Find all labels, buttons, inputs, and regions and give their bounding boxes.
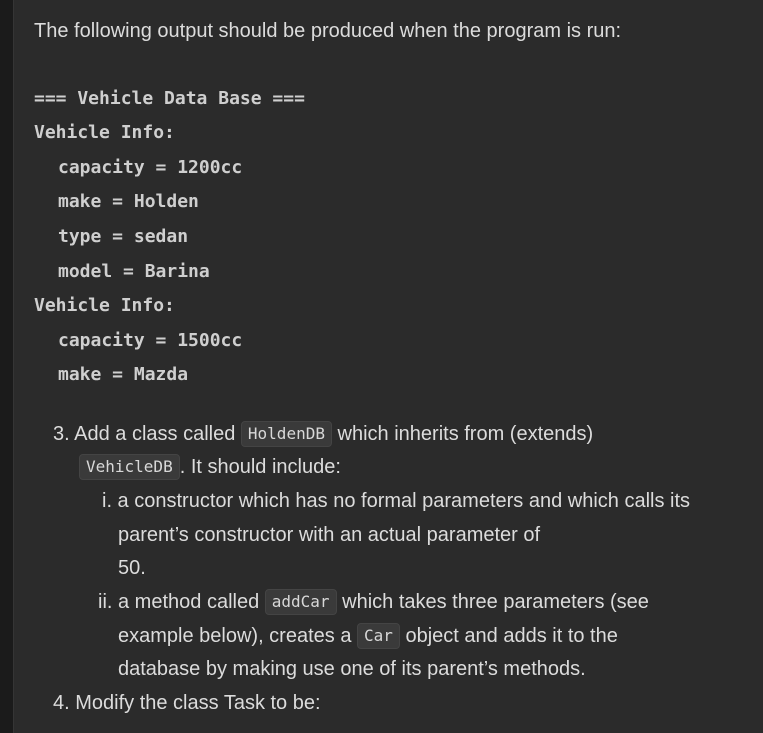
output-line: Vehicle Info: [34,295,175,316]
output-line: === Vehicle Data Base === [34,88,305,109]
step-3-i-line1: i. a constructor which has no formal parameters and which calls its [102,490,691,512]
step-3-text: . It should include: [179,456,341,478]
step-3-i-line3: 50. [118,557,146,579]
content-card [13,0,763,733]
code-addcar: addCar [265,589,337,615]
step-3-ii-line2 [118,623,618,649]
step-3-text: 3. Add a class called [53,423,236,445]
step-3-ii-line1 [98,589,649,615]
output-line: capacity = 1200cc [58,157,243,178]
code-vehicledb: VehicleDB [79,454,180,480]
output-line: make = Holden [58,191,199,212]
code-holdendb: HoldenDB [241,421,332,447]
intro-text: The following output should be produced when the program is run: [34,20,622,42]
step-3-ii-text: ii. a method called [98,591,260,613]
step-3-ii-text: object and adds it to the [405,625,618,647]
step-3-ii-text: example below), creates a [118,625,352,647]
step-4-line: 4. Modify the class Task to be: [53,692,321,714]
step-3-text: which inherits from (extends) [337,423,594,445]
code-car: Car [357,623,400,649]
step-3-ii-line3: database by making use one of its parent’s methods. [118,658,586,680]
output-line: Vehicle Info: [34,122,175,143]
step-3-line1 [53,421,593,447]
output-line: capacity = 1500cc [58,330,243,351]
output-line: model = Barina [58,261,210,282]
step-3-line2 [79,454,341,480]
output-line: type = sedan [58,226,189,247]
output-line: make = Mazda [58,364,189,385]
step-3-ii-text: which takes three parameters (see [342,591,649,613]
step-3-i-line2: parent’s constructor with an actual parameter of [118,524,541,546]
